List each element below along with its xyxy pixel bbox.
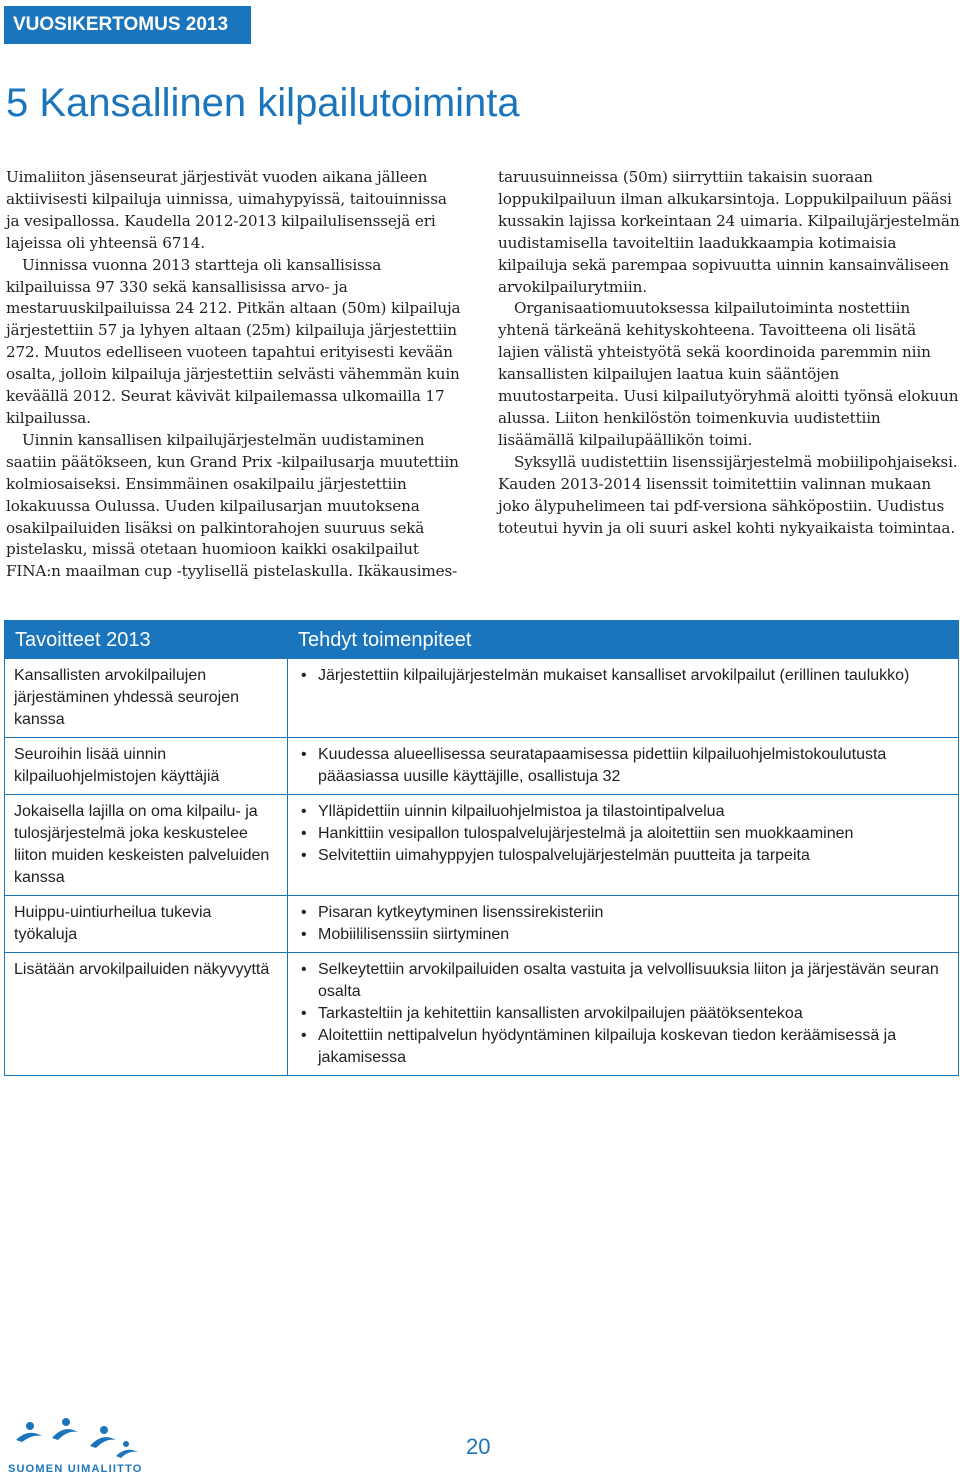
goal-cell: Kansallisten arvokilpailujen järjestäminen yhdessä seurojen kanssa — [5, 659, 288, 738]
list-item — [297, 1003, 949, 1025]
table-row — [5, 953, 959, 1076]
bullet-icon: • — [301, 961, 307, 978]
actions-cell — [288, 738, 959, 795]
page-number: 20 — [466, 1434, 491, 1459]
actions-cell — [288, 795, 959, 896]
body-column-left — [6, 167, 464, 583]
paragraph: Syksyllä uudistettiin lisenssijärjestelmä mobiilipohjaiseksi. Kauden 2013-2014 lisenssit toimitettiin valinnan mukaan joko älypuhelimeen tai pdf-versiona sähköpostiin. Uudistus toteutui hyvin ja oli suuri askel kohti nykyaikaista toimintaa. — [498, 452, 958, 537]
action-text: Aloitettiin nettipalvelun hyödyntäminen kilpailuja koskevan tiedon keräämisessä ja jakamisessa — [318, 1027, 897, 1066]
actions-cell — [288, 659, 959, 738]
logo-text: SUOMEN UIMALIITTO — [8, 1463, 143, 1475]
goals-header: Tavoitteet 2013 — [5, 621, 288, 659]
bullet-icon: • — [301, 667, 307, 684]
paragraph: Uinnin kansallisen kilpailujärjestelmän uudistaminen saatiin päätökseen, kun Grand Prix -kilpailusarja muutettiin kolmiosaiseksi. Ensimmäinen osakilpailu järjestettiin lokakuussa Oulussa. Uuden kilpailusarjan muutoksena osakilpailuiden lisäksi on palkintorahojen suuruus sekä pistelasku, missä otetaan huomioon kaikki osakilpailut FINA:n maailman cup -tyylisellä pistelaskulla. Ikäkausimes- — [6, 430, 459, 581]
list-item — [297, 1025, 949, 1069]
list-item — [297, 823, 949, 845]
table-row — [5, 795, 959, 896]
list-item — [297, 902, 949, 924]
action-text: Tarkasteltiin ja kehitettiin kansallisten arvokilpailujen päätöksentekoa — [318, 1005, 803, 1022]
paragraph: Uinnissa vuonna 2013 startteja oli kansallisissa kilpailuissa 97 330 sekä kansallisissa arvo- ja mestaruuskilpailuissa 24 212. Pitkän altaan (50m) kilpailuja järjestettiin 57 ja lyhyen altaan (25m) kilpailuja järjestettiin 272. Muutos edelliseen vuoteen tapahtui erityisesti kevään osalta, jolloin kilpailuja järjestettiin selvästi vähemmän kuin keväällä 2012. Seurat kävivät kilpailemassa ulkomailla 17 kilpailussa. — [6, 255, 461, 427]
page-title: 5 Kansallinen kilpailutoiminta — [6, 81, 520, 125]
table-row — [5, 659, 959, 738]
table-row — [5, 896, 959, 953]
action-text: Ylläpidettiin uinnin kilpailuohjelmistoa ja tilastointipalvelua — [318, 803, 725, 820]
bullet-icon: • — [301, 1027, 307, 1044]
paragraph: Organisaatiomuutoksessa kilpailutoiminta nostettiin yhtenä tärkeänä kehityskohteena. Tavoitteena oli lisätä lajien välistä yhteistyötä sekä koordinoida paremmin niin kansallisten kilpailujen laatua kuin sääntöjen muutostarpeita. Uusi kilpailutyöryhmä aloitti työnsä elokuun alussa. Liiton henkilöstön toimenkuvia uudistettiin lisäämällä kilpailupäällikön toimi. — [498, 299, 959, 449]
list-item — [297, 924, 949, 946]
actions-cell — [288, 896, 959, 953]
goal-cell: Seuroihin lisää uinnin kilpailuohjelmistojen käyttäjiä — [5, 738, 288, 795]
bullet-icon: • — [301, 746, 307, 763]
list-item — [297, 801, 949, 823]
action-text: Kuudessa alueellisessa seuratapaamisessa pidettiin kilpailuohjelmistokoulutusta pääasiassa uusille käyttäjille, osallistuja 32 — [318, 746, 887, 785]
actions-header: Tehdyt toimenpiteet — [288, 621, 959, 659]
list-item — [297, 665, 949, 687]
action-text: Mobiililisenssiin siirtyminen — [318, 926, 510, 943]
goals-table — [4, 620, 959, 1076]
actions-list — [297, 744, 949, 788]
goal-cell: Lisätään arvokilpailuiden näkyvyyttä — [5, 953, 288, 1076]
report-banner: VUOSIKERTOMUS 2013 — [4, 6, 251, 44]
action-text: Pisaran kytkeytyminen lisenssirekisteriin — [318, 904, 604, 921]
bullet-icon: • — [301, 904, 307, 921]
action-text: Hankittiin vesipallon tulospalvelujärjestelmä ja aloitettiin sen muokkaaminen — [318, 825, 854, 842]
list-item — [297, 845, 949, 867]
paragraph: taruusuinneissa (50m) siirryttiin takaisin suoraan loppukilpailuun ilman alkukarsintoja. Loppukilpailuun pääsi kussakin lajissa korkeintaan 24 uimaria. Kilpailujärjestelmän uudistamisella tavoiteltiin laadukkaampia kotimaisia kilpailuja sekä parempaa sopivuutta uinnin kansainväliseen arvokilpailurytmiin. — [498, 168, 960, 296]
body-column-right — [498, 167, 960, 539]
actions-list — [297, 959, 949, 1069]
table-header-row — [5, 621, 959, 659]
bullet-icon: • — [301, 926, 307, 943]
goal-cell: Huippu-uintiurheilua tukevia työkaluja — [5, 896, 288, 953]
bullet-icon: • — [301, 803, 307, 820]
action-text: Selvitettiin uimahyppyjen tulospalvelujärjestelmän puutteita ja tarpeita — [318, 847, 810, 864]
actions-list — [297, 801, 949, 867]
actions-cell — [288, 953, 959, 1076]
actions-list — [297, 665, 949, 687]
bullet-icon: • — [301, 1005, 307, 1022]
action-text: Selkeytettiin arvokilpailuiden osalta vastuita ja velvollisuuksia liiton ja järjestävän seuran osalta — [318, 961, 939, 1000]
actions-list — [297, 902, 949, 946]
list-item — [297, 744, 949, 788]
paragraph: Uimaliiton jäsenseurat järjestivät vuoden aikana jälleen aktiivisesti kilpailuja uinnissa, uimahypyissä, taitouinnissa ja vesipallossa. Kaudella 2012-2013 kilpailulisenssejä eri lajeissa oli yhteensä 6714. — [6, 168, 447, 252]
table-row — [5, 738, 959, 795]
action-text: Järjestettiin kilpailujärjestelmän mukaiset kansalliset arvokilpailut (erillinen taulukko) — [318, 667, 910, 684]
goal-cell: Jokaisella lajilla on oma kilpailu- ja tulosjärjestelmä joka keskustelee liiton muiden keskeisten palveluiden kanssa — [5, 795, 288, 896]
bullet-icon: • — [301, 847, 307, 864]
bullet-icon: • — [301, 825, 307, 842]
list-item — [297, 959, 949, 1003]
